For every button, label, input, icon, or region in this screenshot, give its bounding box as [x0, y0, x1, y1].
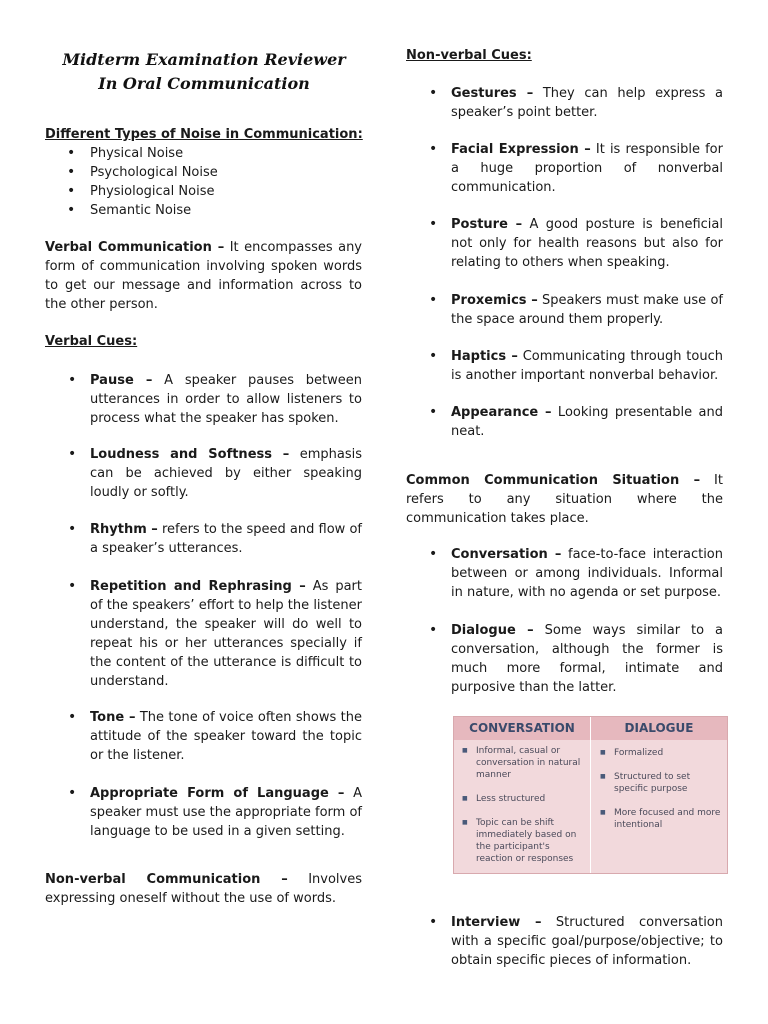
bullet-icon: • — [429, 85, 438, 101]
situation-item — [429, 913, 723, 970]
term: Facial Expression – — [451, 142, 591, 157]
comparison-table — [453, 716, 728, 874]
list-item: • Psychological Noise — [45, 163, 365, 182]
list-item: ■ Formalized — [592, 747, 722, 759]
term: Conversation – — [451, 547, 562, 562]
bullet-icon: • — [429, 622, 438, 638]
term: Rhythm – — [90, 522, 158, 537]
communication-situation-paragraph — [406, 471, 723, 528]
list-item: ■ Informal, casual or conversation in natural manner — [454, 745, 588, 781]
definition: A speaker pauses between utterances in order to allow listeners to process what the speaker has spoken. — [90, 373, 362, 426]
verbal-cue-item — [68, 371, 362, 428]
definition: Looking presentable and neat. — [451, 405, 724, 439]
term: Non-verbal Communication – — [45, 872, 288, 887]
term: Haptics – — [451, 349, 518, 364]
definition: A good posture is beneficial not only for health reasons but also for relating to others when speaking. — [451, 217, 723, 270]
nonverbal-communication-paragraph — [45, 870, 362, 908]
definition: As part of the speakers’ effort to help the listener understand, the speaker will do well to repeat his or her utterances specially if the content of the utterance is difficult to understand. — [90, 579, 363, 689]
term: Interview – — [451, 915, 542, 930]
nonverbal-cue-item — [429, 403, 724, 441]
dialogue-list — [592, 747, 722, 843]
term: Appropriate Form of Language – — [90, 786, 345, 801]
term: Common Communication Situation – — [406, 473, 701, 488]
bullet-icon: • — [68, 521, 77, 537]
column-divider — [590, 717, 591, 873]
situation-item — [429, 545, 723, 602]
definition: Speakers must make use of the space around them properly. — [451, 293, 723, 327]
definition: The tone of voice often shows the attitude of the speaker toward the topic or the listener. — [90, 710, 363, 763]
list-item: • Physiological Noise — [45, 182, 365, 201]
term: Posture – — [451, 217, 523, 232]
bullet-icon: • — [429, 914, 438, 930]
definition: Communicating through touch is another important nonverbal behavior. — [451, 349, 723, 383]
bullet-icon: • — [429, 348, 438, 364]
definition: A speaker must use the appropriate form of language to be used in a given setting. — [90, 786, 362, 839]
list-item: • Physical Noise — [45, 144, 365, 163]
term: Tone – — [90, 710, 136, 725]
term: Repetition and Rephrasing – — [90, 579, 306, 594]
nonverbal-cue-item — [429, 215, 723, 272]
definition: It encompasses any form of communication involving spoken words to get our message and information across to the other person. — [45, 240, 363, 312]
definition: It is responsible for a huge proportion of nonverbal communication. — [451, 142, 723, 195]
document-title — [45, 48, 363, 96]
nonverbal-cues-heading: Non-verbal Cues: — [406, 48, 532, 63]
definition: They can help express a speaker’s point better. — [451, 86, 724, 120]
term: Dialogue – — [451, 623, 534, 638]
term: Verbal Communication – — [45, 240, 225, 255]
verbal-cue-item — [68, 445, 362, 502]
verbal-cue-item — [68, 577, 363, 691]
verbal-cues-heading: Verbal Cues: — [45, 334, 138, 349]
bullet-icon: • — [429, 292, 438, 308]
verbal-cue-item — [68, 784, 362, 841]
definition: It refers to any situation where the communication takes place. — [406, 473, 723, 526]
noise-heading: Different Types of Noise in Communication: — [45, 127, 363, 142]
bullet-icon: • — [429, 404, 438, 420]
definition: Some ways similar to a conversation, although the former is much more formal, intimate and purposive than the latter. — [451, 623, 724, 695]
conversation-list — [454, 745, 588, 877]
bullet-icon: • — [68, 446, 77, 462]
term: Appearance – — [451, 405, 552, 420]
definition: face-to-face interaction between or among individuals. Informal in nature, with no agenda or set purpose. — [451, 547, 723, 600]
definition: Structured conversation with a specific goal/purpose/objective; to obtain specific pieces of information. — [451, 915, 723, 968]
nonverbal-cue-item — [429, 347, 723, 385]
bullet-icon: • — [68, 785, 77, 801]
bullet-icon: • — [429, 216, 438, 232]
term: Loudness and Softness – — [90, 447, 290, 462]
table-header-conversation: CONVERSATION — [454, 717, 590, 740]
definition: refers to the speed and flow of a speaker’s utterances. — [90, 522, 362, 556]
list-item: • Semantic Noise — [45, 201, 365, 220]
verbal-cue-item — [68, 708, 363, 765]
table-header-dialogue: DIALOGUE — [591, 717, 727, 740]
noise-list — [45, 144, 365, 220]
bullet-icon: • — [429, 141, 438, 157]
nonverbal-cue-item — [429, 291, 723, 329]
nonverbal-cue-item — [429, 140, 723, 197]
list-item: ■ Topic can be shift immediately based on the participant's reaction or responses — [454, 817, 588, 865]
nonverbal-cue-item — [429, 84, 724, 122]
definition: Involves expressing oneself without the use of words. — [45, 872, 362, 906]
verbal-cue-item — [68, 520, 362, 558]
term: Pause – — [90, 373, 153, 388]
situation-item — [429, 621, 724, 697]
term: Proxemics – — [451, 293, 538, 308]
list-item: ■ More focused and more intentional — [592, 807, 722, 831]
list-item: ■ Structured to set specific purpose — [592, 771, 722, 795]
bullet-icon: • — [68, 578, 77, 594]
list-item: ■ Less structured — [454, 793, 588, 805]
bullet-icon: • — [429, 546, 438, 562]
verbal-communication-paragraph — [45, 238, 362, 314]
title-line-2: In Oral Communication — [98, 74, 310, 93]
bullet-icon: • — [68, 372, 77, 388]
definition: emphasis can be achieved by either speaking loudly or softly. — [90, 447, 362, 500]
title-line-1: Midterm Examination Reviewer — [62, 50, 346, 69]
term: Gestures – — [451, 86, 534, 101]
bullet-icon: • — [68, 709, 77, 725]
